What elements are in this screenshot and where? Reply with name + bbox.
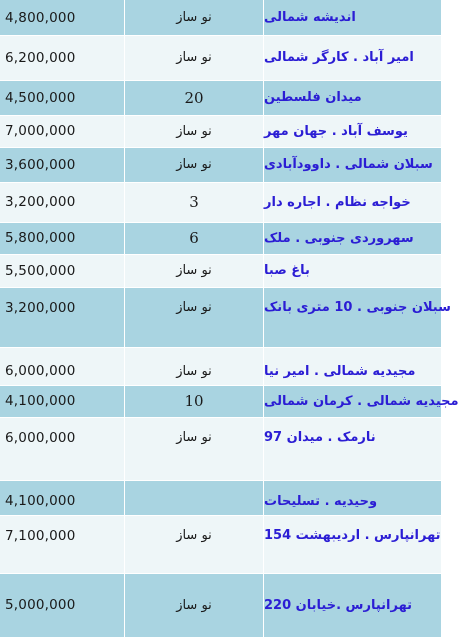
row-divider — [0, 515, 441, 516]
location-cell: میدان فلسطین — [264, 90, 362, 105]
price-cell: 6,200,000 — [0, 35, 125, 80]
table-row — [0, 515, 441, 573]
price-cell: 4,100,000 — [0, 480, 125, 515]
row-divider — [0, 287, 441, 288]
price-cell: 3,200,000 — [0, 287, 125, 347]
table-row — [0, 182, 441, 222]
table-row — [0, 0, 441, 35]
price-cell: 5,500,000 — [0, 254, 125, 287]
price-cell: 7,100,000 — [0, 515, 125, 573]
location-cell: اندیشه شمالی — [264, 10, 356, 25]
price-cell: 6,000,000 — [0, 347, 125, 385]
row-divider — [0, 182, 441, 183]
status-cell: نو ساز — [125, 417, 264, 480]
table-row — [0, 80, 441, 115]
location-cell: مجیدیه شمالی . امیر نیا — [264, 364, 416, 379]
location-cell: سبلان جنوبی . 10 متری بانک — [264, 300, 451, 315]
row-divider — [0, 480, 441, 481]
status-cell: نو ساز — [125, 573, 264, 637]
table-row — [0, 115, 441, 147]
row-divider — [0, 80, 441, 81]
status-cell: نو ساز — [125, 0, 264, 35]
table-row — [0, 385, 459, 417]
status-cell: 10 — [125, 385, 264, 417]
location-cell: تهرانپارس .خیابان 220 — [264, 597, 413, 613]
location-cell: تهرانپارس . اردیبهشت 154 — [264, 528, 441, 543]
location-cell: مجیدیه شمالی . کرمان شمالی — [264, 393, 459, 409]
status-cell: 3 — [125, 182, 264, 222]
row-divider — [0, 254, 441, 255]
location-cell: نارمک . میدان 97 — [264, 430, 376, 445]
row-divider — [0, 147, 441, 148]
row-divider — [0, 115, 441, 116]
row-divider — [0, 385, 441, 386]
status-cell: نو ساز — [125, 287, 264, 347]
status-cell: 20 — [125, 80, 264, 115]
location-cell: خواجه نظام . اجاره دار — [264, 194, 411, 210]
status-cell: نو ساز — [125, 35, 264, 80]
location-cell: سبلان شمالی . داوودآبادی — [264, 157, 433, 172]
location-cell: وحیدیه . تسلیحات — [264, 494, 378, 509]
row-divider — [0, 573, 441, 574]
location-cell: سهروردی جنوبی . ملک — [264, 230, 414, 246]
table-row — [0, 35, 441, 80]
table-row — [0, 287, 451, 347]
price-cell: 4,500,000 — [0, 80, 125, 115]
location-cell: باغ صبا — [264, 263, 310, 278]
status-cell: نو ساز — [125, 515, 264, 573]
table-row — [0, 222, 441, 254]
price-cell: 5,000,000 — [0, 573, 125, 637]
table-row — [0, 417, 441, 480]
price-cell: 6,000,000 — [0, 417, 125, 480]
table-row — [0, 347, 441, 385]
table-row — [0, 573, 441, 637]
location-cell: امیر آباد . کارگر شمالی — [264, 50, 414, 65]
location-cell: یوسف آباد . جهان مهر — [264, 123, 408, 139]
status-cell — [125, 480, 264, 515]
table-row — [0, 254, 441, 287]
table-row — [0, 480, 441, 515]
price-cell: 4,800,000 — [0, 0, 125, 35]
status-cell: 6 — [125, 222, 264, 254]
row-divider — [0, 222, 441, 223]
price-cell: 4,100,000 — [0, 385, 125, 417]
row-divider — [0, 417, 441, 418]
status-cell: نو ساز — [125, 115, 264, 147]
status-cell: نو ساز — [125, 347, 264, 385]
table-row — [0, 147, 441, 182]
price-cell: 3,600,000 — [0, 147, 125, 182]
status-cell: نو ساز — [125, 254, 264, 287]
price-cell: 7,000,000 — [0, 115, 125, 147]
row-divider — [0, 35, 441, 36]
price-cell: 5,800,000 — [0, 222, 125, 254]
status-cell: نو ساز — [125, 147, 264, 182]
row-divider — [0, 347, 441, 348]
price-cell: 3,200,000 — [0, 182, 125, 222]
